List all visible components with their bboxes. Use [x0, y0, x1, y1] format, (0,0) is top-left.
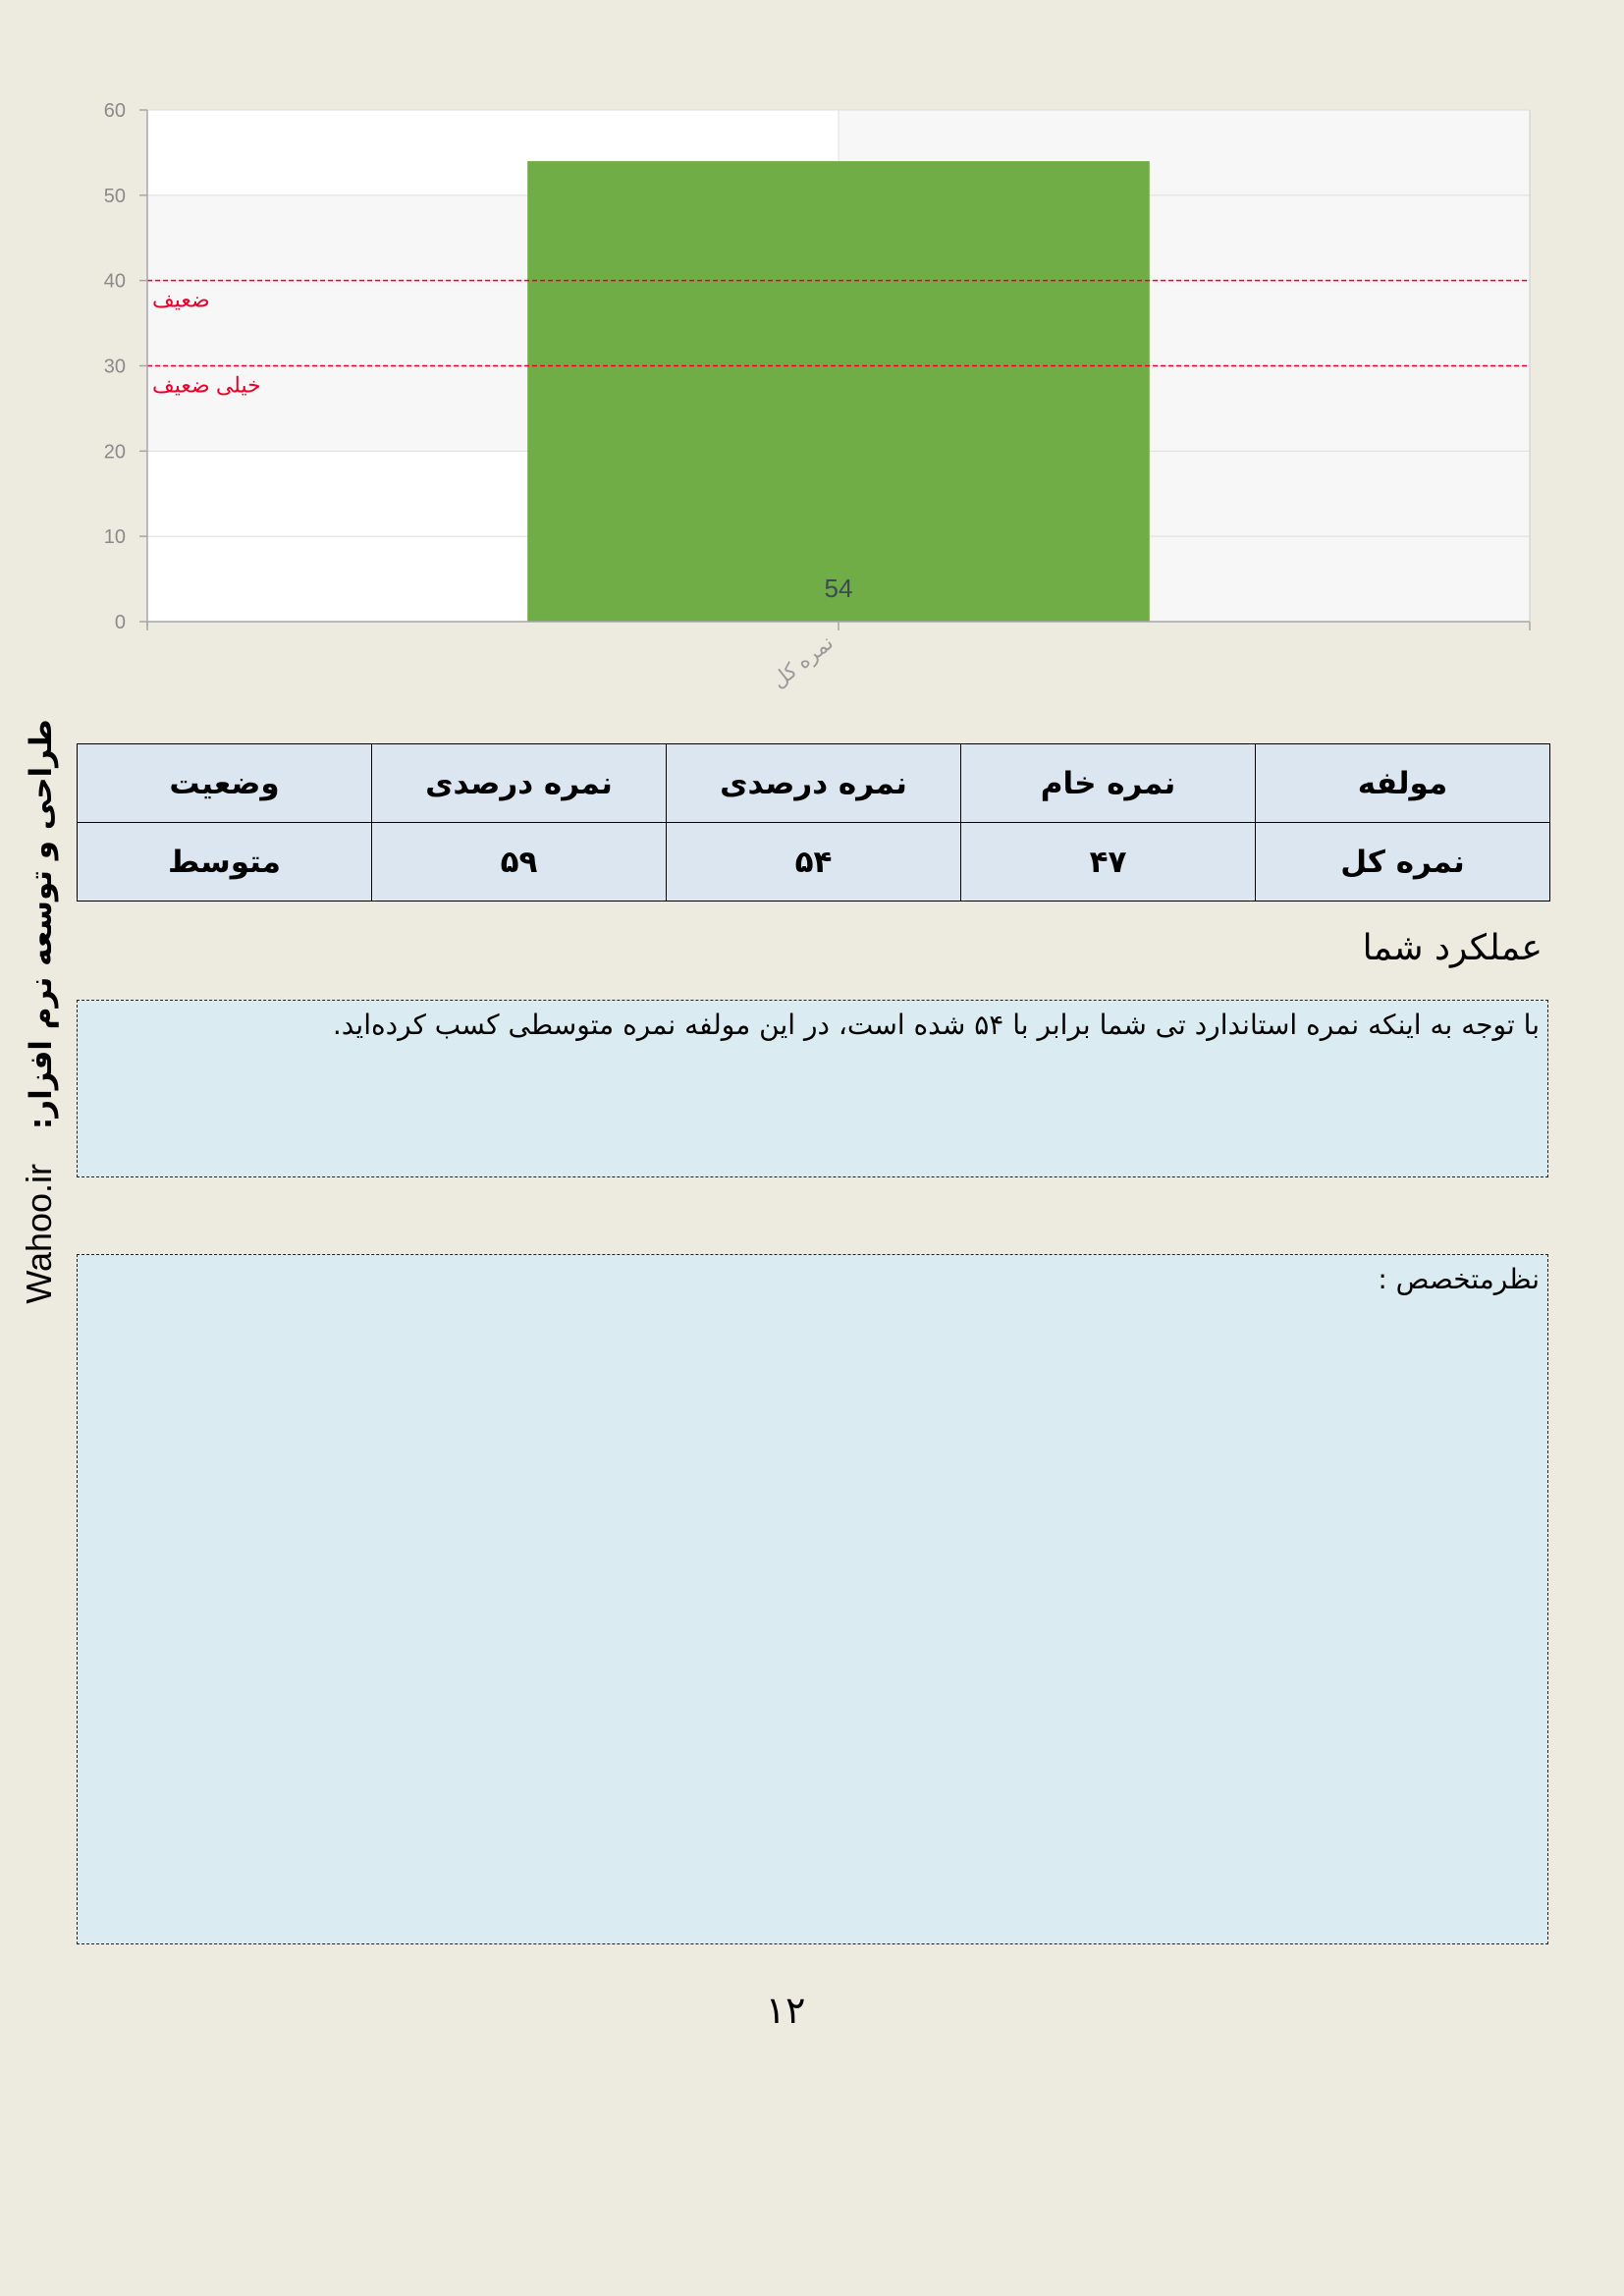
y-tick-label: 0	[114, 612, 126, 633]
credit-text: طراحی و توسعه نرم افزار:	[24, 719, 59, 1130]
table-header-cell: وضعیت	[78, 744, 372, 823]
developer-credit	[19, 719, 60, 1303]
table-cell: متوسط	[78, 823, 372, 902]
x-tick-label: نمره کل	[767, 630, 839, 693]
y-tick-labels	[104, 100, 126, 633]
performance-title: عملکرد شما	[1362, 928, 1543, 968]
table-header-row	[78, 744, 1550, 823]
y-tick-label: 60	[103, 100, 126, 122]
table-cell: ۵۴	[667, 823, 961, 902]
data-label: 54	[824, 574, 853, 603]
score-table	[77, 743, 1550, 902]
performance-text: با توجه به اینکه نمره استاندارد تی شما برابر با ۵۴ شده است، در این مولفه نمره متوسطی کسب کرده‌اید.	[332, 1009, 1540, 1041]
expert-opinion-label: نظرمتخصص :	[1378, 1263, 1540, 1295]
credit-site: Wahoo.ir	[19, 1163, 59, 1304]
performance-box	[77, 1000, 1548, 1177]
reference-label: خیلی ضعیف	[152, 372, 261, 398]
y-tick-label: 10	[103, 526, 126, 549]
y-tick-label: 50	[103, 185, 126, 207]
table-header-cell: نمره درصدی	[372, 744, 667, 823]
bar	[527, 161, 1150, 622]
table-header-cell: نمره درصدی	[667, 744, 961, 823]
table-cell: ۴۷	[961, 823, 1256, 902]
y-tick-label: 30	[103, 355, 126, 378]
y-tick-label: 20	[103, 441, 126, 464]
x-tick-labels	[768, 631, 839, 693]
bars-group	[527, 161, 1150, 622]
table-header-cell: مولفه	[1256, 744, 1550, 823]
table-cell: نمره کل	[1256, 823, 1550, 902]
table-header-cell: نمره خام	[961, 744, 1256, 823]
table-row	[78, 823, 1550, 902]
table-cell: ۵۹	[372, 823, 667, 902]
bar-chart	[0, 0, 1624, 707]
y-tick-label: 40	[103, 270, 126, 293]
reference-label: ضعیف	[152, 287, 210, 312]
expert-opinion-box[interactable]	[77, 1254, 1548, 1944]
page-number: ۱۲	[765, 1989, 806, 2032]
